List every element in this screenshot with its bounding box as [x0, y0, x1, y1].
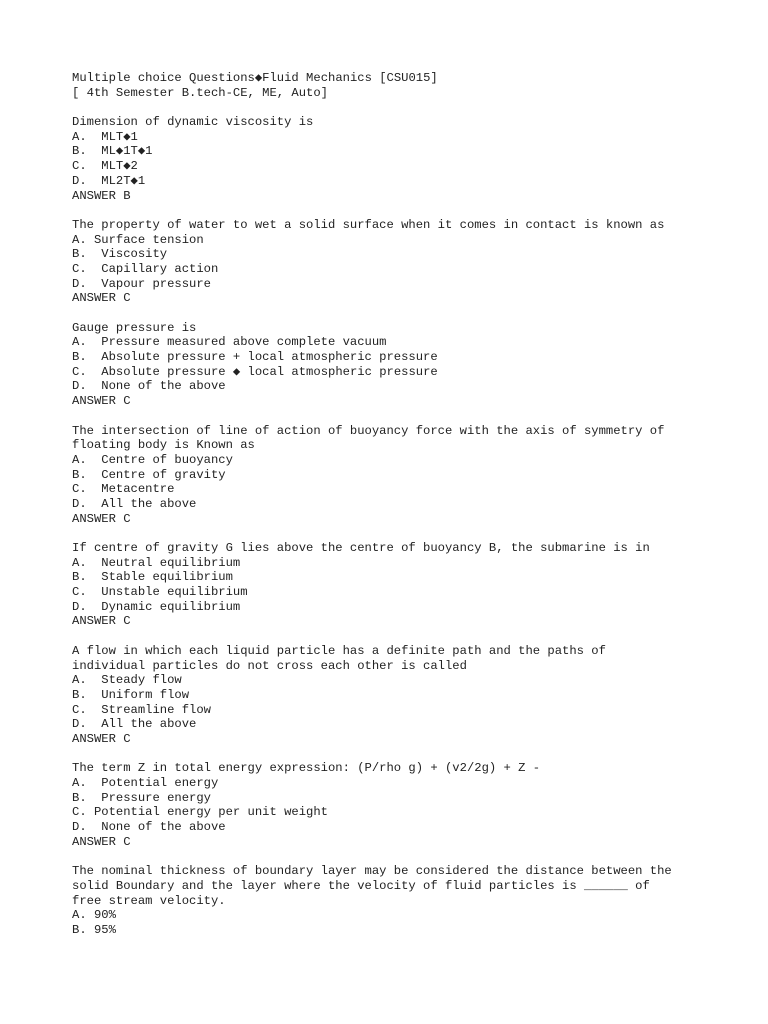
question-block	[72, 115, 732, 203]
question-block	[72, 424, 732, 527]
answer-key: ANSWER C	[72, 394, 131, 409]
answer-key: ANSWER B	[72, 188, 131, 203]
question-text: floating body is Known as	[72, 438, 255, 453]
answer-option: A. Potential energy	[72, 776, 219, 790]
question-text: The nominal thickness of boundary layer may be considered the distance between the	[72, 864, 672, 879]
answer-option: D. None of the above	[72, 820, 226, 835]
document-title: Multiple choice Questions◆Fluid Mechanics [CSU015]	[72, 71, 438, 85]
answer-option: C. MLT◆2	[72, 159, 138, 174]
question-text: solid Boundary and the layer where the velocity of fluid particles is ______ of	[72, 878, 650, 893]
answer-option: C. Absolute pressure ◆ local atmospheric pressure	[72, 364, 438, 379]
question-text: The intersection of line of action of buoyancy force with the axis of symmetry of	[72, 423, 665, 438]
question-text: The term Z in total energy expression: (P/rho g) + (v2/2g) + Z -	[72, 761, 541, 776]
document-header	[72, 71, 732, 100]
answer-option: D. Dynamic equilibrium	[72, 599, 241, 614]
blank-line	[72, 747, 732, 762]
answer-option: A. Steady flow	[72, 673, 182, 688]
document-page	[72, 71, 732, 938]
question-block	[72, 321, 732, 409]
blank-line	[72, 409, 732, 424]
answer-option: B. 95%	[72, 922, 116, 937]
answer-key: ANSWER C	[72, 731, 131, 746]
blank-line	[72, 849, 732, 864]
answer-option: B. Pressure energy	[72, 790, 211, 805]
answer-option: B. Centre of gravity	[72, 467, 226, 482]
answer-option: A. Surface tension	[72, 232, 204, 247]
answer-option: A. Centre of buoyancy	[72, 452, 233, 467]
answer-key: ANSWER C	[72, 291, 131, 306]
answer-option: B. Viscosity	[72, 247, 168, 262]
question-block	[72, 761, 732, 849]
answer-option: B. Uniform flow	[72, 687, 190, 702]
answer-key: ANSWER C	[72, 511, 131, 526]
answer-option: D. All the above	[72, 496, 197, 511]
question-text: The property of water to wet a solid surface when it comes in contact is known as	[72, 217, 665, 232]
answer-option: D. None of the above	[72, 379, 226, 394]
question-text: Dimension of dynamic viscosity is	[72, 115, 314, 130]
answer-key: ANSWER C	[72, 614, 131, 629]
answer-option: A. 90%	[72, 908, 116, 923]
blank-line	[72, 306, 732, 321]
answer-option: C. Capillary action	[72, 261, 219, 276]
answer-option: B. ML◆1T◆1	[72, 144, 153, 159]
question-text: Gauge pressure is	[72, 320, 197, 335]
answer-option: C. Streamline flow	[72, 702, 211, 717]
answer-option: D. All the above	[72, 717, 197, 732]
question-block	[72, 864, 732, 937]
answer-key: ANSWER C	[72, 834, 131, 849]
question-list	[72, 100, 732, 937]
answer-option: A. Pressure measured above complete vacuum	[72, 335, 387, 350]
question-text: individual particles do not cross each other is called	[72, 658, 467, 673]
question-block	[72, 644, 732, 747]
answer-option: B. Stable equilibrium	[72, 570, 233, 585]
answer-option: A. MLT◆1	[72, 129, 138, 144]
question-text: A flow in which each liquid particle has a definite path and the paths of	[72, 643, 606, 658]
blank-line	[72, 100, 732, 115]
answer-option: A. Neutral equilibrium	[72, 555, 241, 570]
answer-option: C. Unstable equilibrium	[72, 585, 248, 600]
blank-line	[72, 629, 732, 644]
answer-option: D. Vapour pressure	[72, 276, 211, 291]
answer-option: C. Potential energy per unit weight	[72, 805, 328, 820]
question-text: If centre of gravity G lies above the centre of buoyancy B, the submarine is in	[72, 541, 650, 555]
answer-option: B. Absolute pressure + local atmospheric pressure	[72, 350, 438, 365]
question-block	[72, 218, 732, 306]
question-block	[72, 541, 732, 629]
document-subtitle: [ 4th Semester B.tech-CE, ME, Auto]	[72, 85, 328, 100]
blank-line	[72, 203, 732, 218]
blank-line	[72, 526, 732, 541]
question-text: free stream velocity.	[72, 893, 226, 908]
answer-option: C. Metacentre	[72, 482, 175, 497]
answer-option: D. ML2T◆1	[72, 173, 146, 188]
